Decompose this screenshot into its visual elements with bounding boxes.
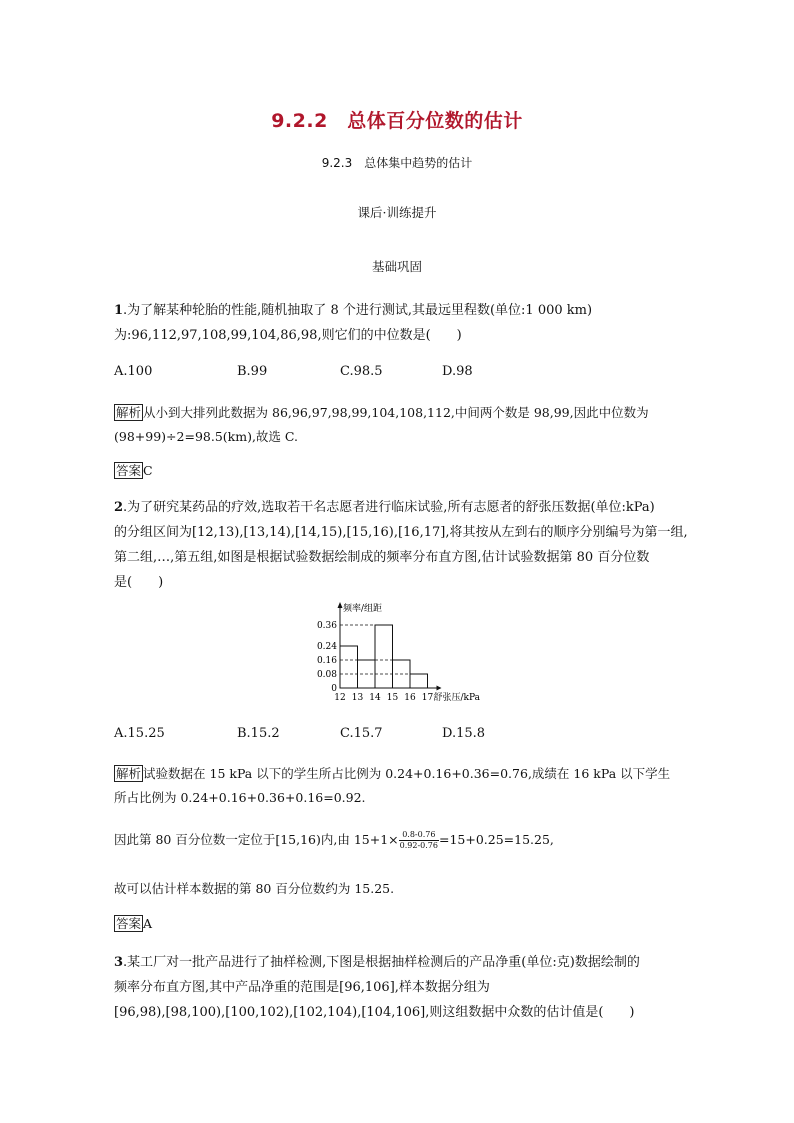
q2-answer-value: A	[143, 916, 153, 931]
q2-option-c: C.15.7	[340, 726, 383, 741]
q1-solution-line1: 从小到大排列此数据为 86,96,97,98,99,104,108,112,中间两个数是 98,99,因此中位数为	[143, 405, 649, 420]
q1-answer	[114, 462, 153, 479]
q1-number: 1	[114, 303, 124, 318]
x-tick-label: 15	[386, 693, 399, 703]
jiexi-tag: 解析	[116, 766, 142, 781]
q1-solution-line2: (98+99)÷2=98.5(km),故选 C.	[114, 429, 298, 444]
q3-line2: 频率分布直方图,其中产品净重的范围是[96,106],样本数据分组为	[114, 980, 490, 995]
fraction-denominator: 0.92-0.76	[399, 841, 438, 850]
x-tick-label: 12	[334, 693, 346, 703]
q2-number: 2	[114, 500, 124, 515]
q2-option-b: B.15.2	[237, 726, 280, 741]
fraction-numerator: 0.8-0.76	[399, 830, 439, 841]
q1-option-c: C.98.5	[340, 364, 383, 379]
x-axis-label: 舒张压/kPa	[433, 693, 481, 703]
q2-option-a: A.15.25	[114, 726, 165, 741]
y-axis-label: 频率/组距	[343, 604, 383, 614]
q3-text1: .某工厂对一批产品进行了抽样检测,下图是根据抽样检测后的产品净重(单位:克)数据绘制的	[123, 955, 640, 970]
y-tick-label: 0.24	[316, 642, 337, 652]
q2-solution-line3-pre: 因此第 80 百分位数一定位于[15,16)内,由 15+1×	[114, 832, 399, 847]
x-tick-label: 14	[369, 693, 381, 703]
q2-solution-line1: 试验数据在 15 kPa 以下的学生所占比例为 0.24+0.16+0.36=0.76,成绩在 16 kPa 以下学生	[143, 766, 671, 781]
q2-text1: .为了研究某药品的疗效,选取若干名志愿者进行临床试验,所有志愿者的舒张压数据(单位:kPa)	[123, 500, 655, 515]
q2-solution-line4: 故可以估计样本数据的第 80 百分位数约为 15.25.	[114, 881, 395, 896]
histogram-bar	[410, 674, 428, 688]
q1-solution	[114, 401, 649, 449]
q1-option-a: A.100	[114, 364, 153, 379]
q1-answer-value: C	[143, 463, 153, 478]
q1-line1	[114, 298, 592, 323]
jiexi-tag: 解析	[116, 405, 142, 420]
y-tick-label: 0.08	[316, 670, 337, 680]
q3-stem	[114, 950, 640, 1025]
lesson-label: 课后·训练提升	[357, 205, 437, 220]
q1-option-d: D.98	[442, 364, 473, 379]
histogram-bar	[340, 646, 358, 688]
q2-option-d: D.15.8	[442, 726, 486, 741]
answer-tag: 答案	[116, 916, 142, 931]
q1-option-b: B.99	[237, 364, 268, 379]
x-tick-label: 16	[404, 693, 416, 703]
x-axis-arrow	[437, 686, 442, 691]
y-tick-label: 0	[331, 684, 337, 694]
q1-stem	[114, 298, 592, 348]
q2-line4: 是( )	[114, 575, 164, 590]
q1-text1: .为了解某种轮胎的性能,随机抽取了 8 个进行测试,其最远里程数(单位:1 000 km)	[123, 303, 593, 318]
answer-tag: 答案	[116, 463, 142, 478]
y-tick-label: 0.36	[316, 621, 337, 631]
q3-line3: [96,98),[98,100),[100,102),[102,104),[104,106],则这组数据中众数的估计值是( )	[114, 1005, 635, 1020]
q2-line3: 第二组,…,第五组,如图是根据试验数据绘制成的频率分布直方图,估计试验数据第 80 百分位数	[114, 550, 650, 565]
page-subtitle: 9.2.3 总体集中趋势的估计	[321, 156, 473, 170]
q2-solution	[114, 762, 670, 810]
page-title: 9.2.2 总体百分位数的估计	[271, 110, 523, 132]
histogram-bar	[375, 625, 393, 688]
q2-fraction	[399, 830, 439, 851]
y-axis-arrow	[338, 602, 343, 608]
q3-number: 3	[114, 955, 124, 970]
y-tick-label: 0.16	[316, 656, 337, 666]
q2-answer	[114, 915, 152, 932]
q2-solution-line3	[114, 830, 554, 851]
q1-line2: 为:96,112,97,108,99,104,86,98,则它们的中位数是( )	[114, 328, 462, 343]
q2-stem	[114, 495, 688, 595]
x-tick-label: 13	[351, 693, 364, 703]
histogram-chart	[316, 600, 490, 708]
section-heading: 基础巩固	[371, 259, 422, 274]
q2-solution-line2: 所占比例为 0.24+0.16+0.36+0.16=0.92.	[114, 790, 366, 805]
x-tick-label: 17	[421, 693, 434, 703]
q2-line2: 的分组区间为[12,13),[13,14),[14,15),[15,16),[16,17],将其按从左到右的顺序分别编号为第一组,	[114, 525, 688, 540]
q2-solution-line3-post: =15+0.25=15.25,	[438, 832, 554, 847]
